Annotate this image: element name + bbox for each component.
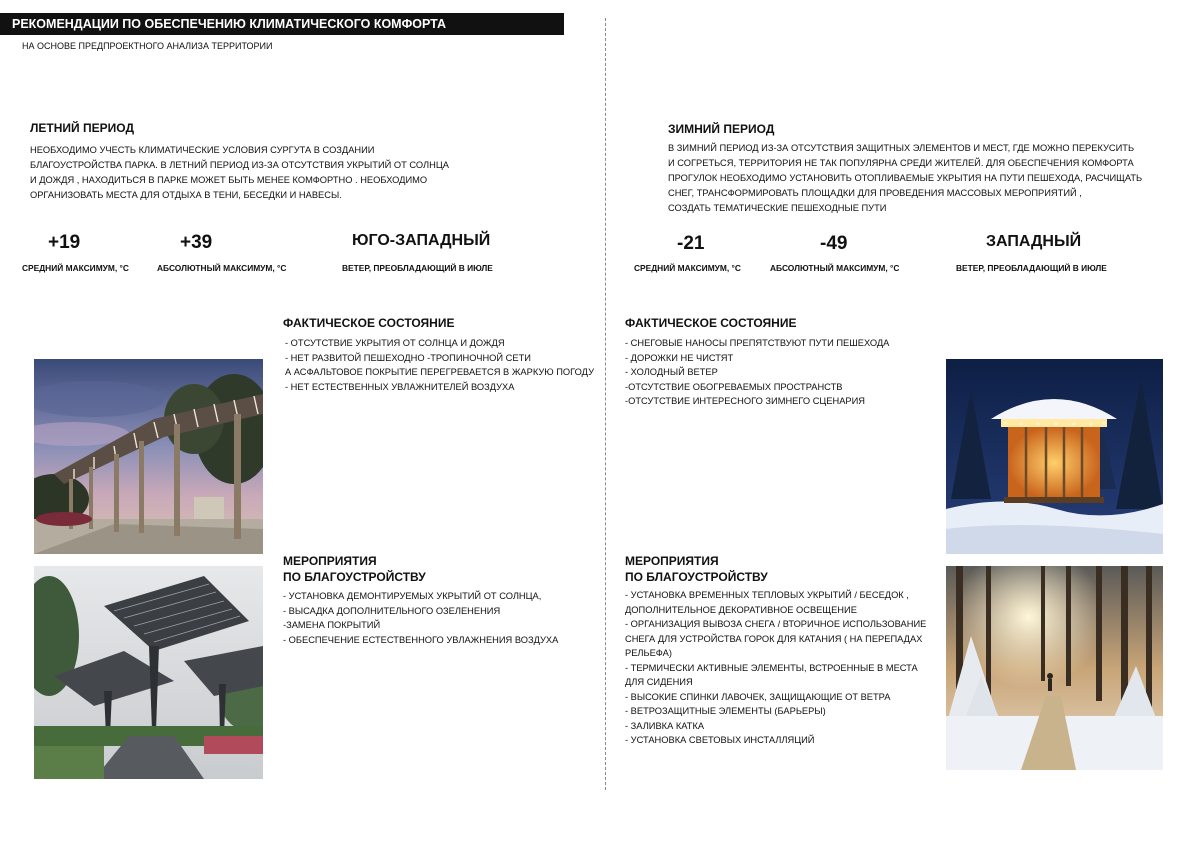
list-item: - ЗАЛИВКА КАТКА [625, 720, 705, 731]
list-item: - НЕТ РАЗВИТОЙ ПЕШЕХОДНО -ТРОПИНОЧНОЙ СЕТИ [285, 352, 531, 363]
list-item: - ВЫСАДКА ДОПОЛНИТЕЛЬНОГО ОЗЕЛЕНЕНИЯ [283, 605, 501, 616]
winter-measures-heading [625, 553, 768, 585]
list-item: - НЕТ ЕСТЕСТВЕННЫХ УВЛАЖНИТЕЛЕЙ ВОЗДУХА [285, 381, 515, 392]
summer-measures-heading-line1: МЕРОПРИЯТИЯ [283, 554, 377, 568]
list-item: - ТЕРМИЧЕСКИ АКТИВНЫЕ ЭЛЕМЕНТЫ, ВСТРОЕННЫЕ В МЕСТА ДЛЯ СИДЕНИЯ [625, 662, 918, 687]
list-item: - ОРГАНИЗАЦИЯ ВЫВОЗА СНЕГА / ВТОРИЧНОЕ ИСПОЛЬЗОВАНИЕ СНЕГА ДЛЯ УСТРОЙСТВА ГОРОК ДЛЯ КАТАНИЯ ( НА ПЕРЕПАДАХ РЕЛЬЕФА) [625, 619, 927, 658]
winter-avg-max-label: СРЕДНИЙ МАКСИМУМ, °С [634, 263, 741, 273]
page-divider [605, 18, 606, 790]
summer-abs-max-label: АБСОЛЮТНЫЙ МАКСИМУМ, °С [157, 263, 287, 273]
winter-measures-list [625, 588, 926, 748]
summer-abs-max-value: +39 [180, 232, 213, 253]
winter-avg-max-value: -21 [677, 233, 705, 254]
summer-current-list [285, 336, 594, 394]
summer-pergola-photo [34, 359, 263, 554]
winter-abs-max-label: АБСОЛЮТНЫЙ МАКСИМУМ, °С [770, 263, 900, 273]
list-item: А АСФАЛЬТОВОЕ ПОКРЫТИЕ ПЕРЕГРЕВАЕТСЯ В ЖАРКУЮ ПОГОДУ [285, 367, 594, 377]
list-item: - ОБЕСПЕЧЕНИЕ ЕСТЕСТВЕННОГО УВЛАЖНЕНИЯ ВОЗДУХА [283, 634, 559, 645]
list-item: - УСТАНОВКА СВЕТОВЫХ ИНСТАЛЛЯЦИЙ [625, 735, 815, 745]
summer-heading: ЛЕТНИЙ ПЕРИОД [30, 121, 134, 135]
summer-avg-max-value: +19 [48, 232, 81, 253]
winter-measures-heading-line2: ПО БЛАГОУСТРОЙСТВУ [625, 570, 768, 584]
winter-pavilion-photo [946, 359, 1163, 554]
list-item: - ВЫСОКИЕ СПИНКИ ЛАВОЧЕК, ЗАЩИЩАЮЩИЕ ОТ ВЕТРА [625, 691, 891, 702]
list-item: - УСТАНОВКА ДЕМОНТИРУЕМЫХ УКРЫТИЙ ОТ СОЛНЦА, [283, 591, 542, 601]
winter-measures-heading-line1: МЕРОПРИЯТИЯ [625, 554, 719, 568]
list-item: - ВЕТРОЗАЩИТНЫЕ ЭЛЕМЕНТЫ (БАРЬЕРЫ) [625, 706, 826, 716]
list-item: - ОТСУТСТВИЕ УКРЫТИЯ ОТ СОЛНЦА И ДОЖДЯ [285, 338, 505, 348]
summer-avg-max-label: СРЕДНИЙ МАКСИМУМ, °С [22, 263, 129, 273]
list-item: - ДОРОЖКИ НЕ ЧИСТЯТ [625, 352, 734, 363]
list-item: - УСТАНОВКА ВРЕМЕННЫХ ТЕПЛОВЫХ УКРЫТИЙ / БЕСЕДОК , ДОПОЛНИТЕЛЬНОЕ ДЕКОРАТИВНОЕ ОСВЕЩЕНИЕ [625, 590, 909, 615]
page-subtitle: НА ОСНОВЕ ПРЕДПРОЕКТНОГО АНАЛИЗА ТЕРРИТОРИИ [22, 41, 273, 51]
summer-wind-label: ВЕТЕР, ПРЕОБЛАДАЮЩИЙ В ИЮЛЕ [342, 263, 493, 273]
summer-measures-heading [283, 553, 426, 585]
winter-current-list [625, 336, 889, 409]
winter-current-heading: ФАКТИЧЕСКОЕ СОСТОЯНИЕ [625, 316, 797, 330]
summer-measures-heading-line2: ПО БЛАГОУСТРОЙСТВУ [283, 570, 426, 584]
summer-description: НЕОБХОДИМО УЧЕСТЬ КЛИМАТИЧЕСКИЕ УСЛОВИЯ СУРГУТА В СОЗДАНИИ БЛАГОУСТРОЙСТВА ПАРКА. В ЛЕТНИЙ ПЕРИОД ИЗ-ЗА ОТСУТСТВИЯ УКРЫТИЙ ОТ СОЛНЦА И ДОЖДЯ , НАХОДИТЬСЯ В ПАРКЕ МОЖЕТ БЫТЬ МЕНЕЕ КОМФОРТНО . НЕОБХОДИМО ОРГАНИЗОВАТЬ МЕСТА ДЛЯ ОТДЫХА В ТЕНИ, БЕСЕДКИ И НАВЕСЫ. [30, 145, 449, 200]
list-item: - СНЕГОВЫЕ НАНОСЫ ПРЕПЯТСТВУЮТ ПУТИ ПЕШЕХОДА [625, 338, 890, 348]
summer-measures-list [283, 589, 558, 647]
summer-wind-value: ЮГО-ЗАПАДНЫЙ [352, 232, 491, 249]
page-title-banner: РЕКОМЕНДАЦИИ ПО ОБЕСПЕЧЕНИЮ КЛИМАТИЧЕСКОГО КОМФОРТА [0, 13, 564, 35]
list-item: - ХОЛОДНЫЙ ВЕТЕР [625, 367, 718, 377]
list-item: -ОТСУТСТВИЕ ОБОГРЕВАЕМЫХ ПРОСТРАНСТВ [625, 381, 843, 392]
winter-wind-value: ЗАПАДНЫЙ [986, 233, 1082, 250]
winter-forest-photo [946, 566, 1163, 770]
winter-abs-max-value: -49 [820, 233, 848, 254]
summer-canopy-photo [34, 566, 263, 779]
summer-current-heading: ФАКТИЧЕСКОЕ СОСТОЯНИЕ [283, 316, 455, 330]
list-item: -ОТСУТСТВИЕ ИНТЕРЕСНОГО ЗИМНЕГО СЦЕНАРИЯ [625, 396, 865, 406]
list-item: -ЗАМЕНА ПОКРЫТИЙ [283, 620, 381, 630]
winter-wind-label: ВЕТЕР, ПРЕОБЛАДАЮЩИЙ В ИЮЛЕ [956, 263, 1107, 273]
winter-description: В ЗИМНИЙ ПЕРИОД ИЗ-ЗА ОТСУТСТВИЯ ЗАЩИТНЫХ ЭЛЕМЕНТОВ И МЕСТ, ГДЕ МОЖНО ПЕРЕКУСИТЬ И СОГРЕТЬСЯ, ТЕРРИТОРИЯ НЕ ТАК ПОПУЛЯРНА СРЕДИ ЖИТЕЛЕЙ. ДЛЯ ОБЕСПЕЧЕНИЯ КОМФОРТА ПРОГУЛОК НЕОБХОДИМО УСТАНОВИТЬ ОТОПЛИВАЕМЫЕ УКРЫТИЯ НА ПУТИ ПЕШЕХОДА, РАСЧИЩАТЬ СНЕГ, ТРАНСФОРМИРОВАТЬ ПЛОЩАДКИ ДЛЯ ПРОВЕДЕНИЯ МАССОВЫХ МЕРОПРИЯТИЙ , СОЗДАТЬ ТЕМАТИЧЕСКИЕ ПЕШЕХОДНЫЕ ПУТИ [668, 143, 1143, 213]
winter-heading: ЗИМНИЙ ПЕРИОД [668, 122, 775, 136]
